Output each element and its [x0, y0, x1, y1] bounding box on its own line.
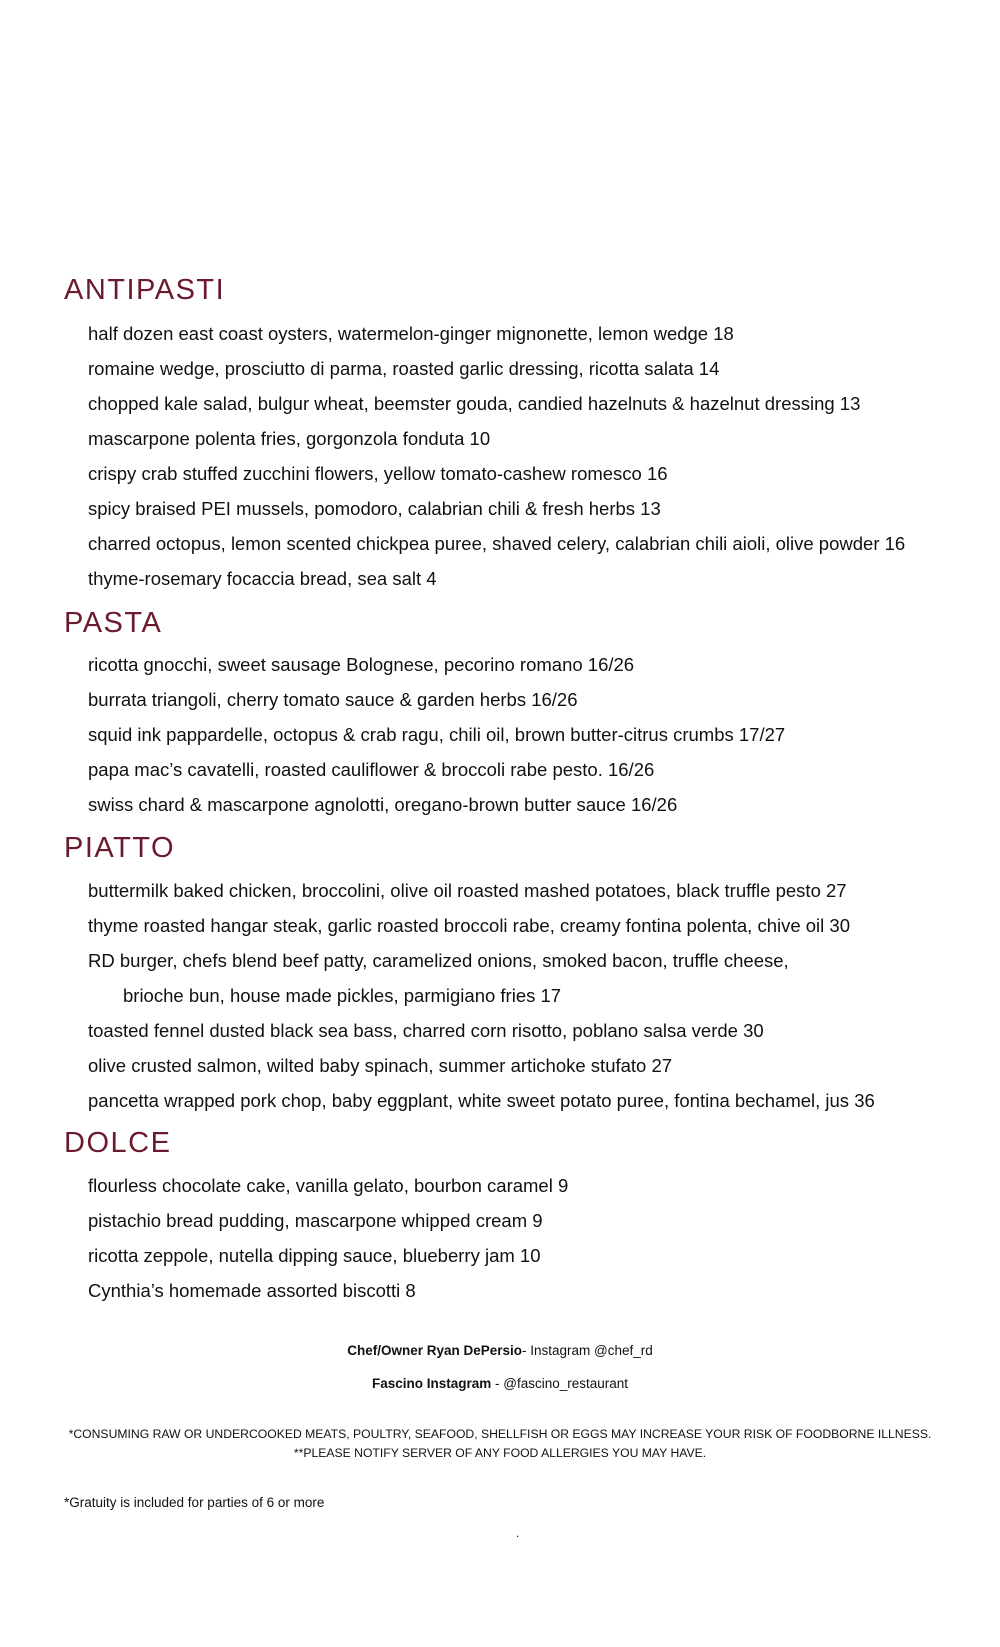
menu-item: thyme roasted hangar steak, garlic roasted broccoli rabe, creamy fontina polenta, chive oil 30 [88, 915, 850, 936]
menu-item: ricotta gnocchi, sweet sausage Bolognese, pecorino romano 16/26 [88, 654, 635, 675]
menu-item: Cynthia’s homemade assorted biscotti 8 [88, 1280, 416, 1301]
section-title-piatto: PIATTO [64, 832, 176, 864]
menu-item: swiss chard & mascarpone agnolotti, oregano-brown butter sauce 16/26 [88, 794, 678, 815]
menu-item: charred octopus, lemon scented chickpea puree, shaved celery, calabrian chili aioli, olive powder 16 [88, 533, 906, 554]
food-safety-disclaimer: *CONSUMING RAW OR UNDERCOOKED MEATS, POULTRY, SEAFOOD, SHELLFISH OR EGGS MAY INCREASE YOUR RISK OF FOODBORNE ILLNESS. [68, 1427, 932, 1441]
restaurant-instagram-handle: - @fascino_restaurant [491, 1376, 629, 1391]
menu-item: toasted fennel dusted black sea bass, charred corn risotto, poblano salsa verde 30 [88, 1020, 764, 1041]
menu-item: thyme-rosemary focaccia bread, sea salt 4 [88, 568, 437, 589]
menu-item: flourless chocolate cake, vanilla gelato, bourbon caramel 9 [88, 1175, 569, 1196]
menu-item: olive crusted salmon, wilted baby spinach, summer artichoke stufato 27 [88, 1055, 673, 1076]
menu-item: pancetta wrapped pork chop, baby eggplant, white sweet potato puree, fontina bechamel, jus 36 [88, 1090, 875, 1111]
menu-item: crispy crab stuffed zucchini flowers, yellow tomato-cashew romesco 16 [88, 463, 668, 484]
menu-item-continued: brioche bun, house made pickles, parmigiano fries 17 [123, 985, 562, 1006]
menu-item: pistachio bread pudding, mascarpone whipped cream 9 [88, 1210, 543, 1231]
menu-item: mascarpone polenta fries, gorgonzola fonduta 10 [88, 428, 491, 449]
menu-item: ricotta zeppole, nutella dipping sauce, blueberry jam 10 [88, 1245, 541, 1266]
allergy-notice: **PLEASE NOTIFY SERVER OF ANY FOOD ALLERGIES YOU MAY HAVE. [293, 1446, 707, 1460]
menu-item: half dozen east coast oysters, watermelon-ginger mignonette, lemon wedge 18 [88, 323, 734, 344]
chef-credit [0, 1344, 1000, 1358]
menu-item: burrata triangoli, cherry tomato sauce & garden herbs 16/26 [88, 689, 578, 710]
section-title-pasta: PASTA [64, 607, 163, 639]
menu-item: squid ink pappardelle, octopus & crab ragu, chili oil, brown butter-citrus crumbs 17/27 [88, 724, 786, 745]
restaurant-instagram-label: Fascino Instagram [371, 1376, 492, 1391]
section-title-dolce: DOLCE [64, 1127, 172, 1159]
gratuity-note: *Gratuity is included for parties of 6 or more [64, 1495, 325, 1510]
menu-item: papa mac’s cavatelli, roasted cauliflower & broccoli rabe pesto. 16/26 [88, 759, 655, 780]
restaurant-instagram [0, 1377, 1000, 1391]
menu-item: buttermilk baked chicken, broccolini, olive oil roasted mashed potatoes, black truffle pesto 27 [88, 880, 847, 901]
menu-item: spicy braised PEI mussels, pomodoro, calabrian chili & fresh herbs 13 [88, 498, 661, 519]
chef-credit-name: Chef/Owner Ryan DePersio [347, 1343, 523, 1358]
menu-item: RD burger, chefs blend beef patty, caramelized onions, smoked bacon, truffle cheese, [88, 950, 789, 971]
page-dot: . [516, 1526, 520, 1540]
menu-item: chopped kale salad, bulgur wheat, beemster gouda, candied hazelnuts & hazelnut dressing 13 [88, 393, 861, 414]
chef-instagram: - Instagram @chef_rd [522, 1343, 653, 1358]
menu-item: romaine wedge, prosciutto di parma, roasted garlic dressing, ricotta salata 14 [88, 358, 720, 379]
section-title-antipasti: ANTIPASTI [64, 274, 226, 306]
